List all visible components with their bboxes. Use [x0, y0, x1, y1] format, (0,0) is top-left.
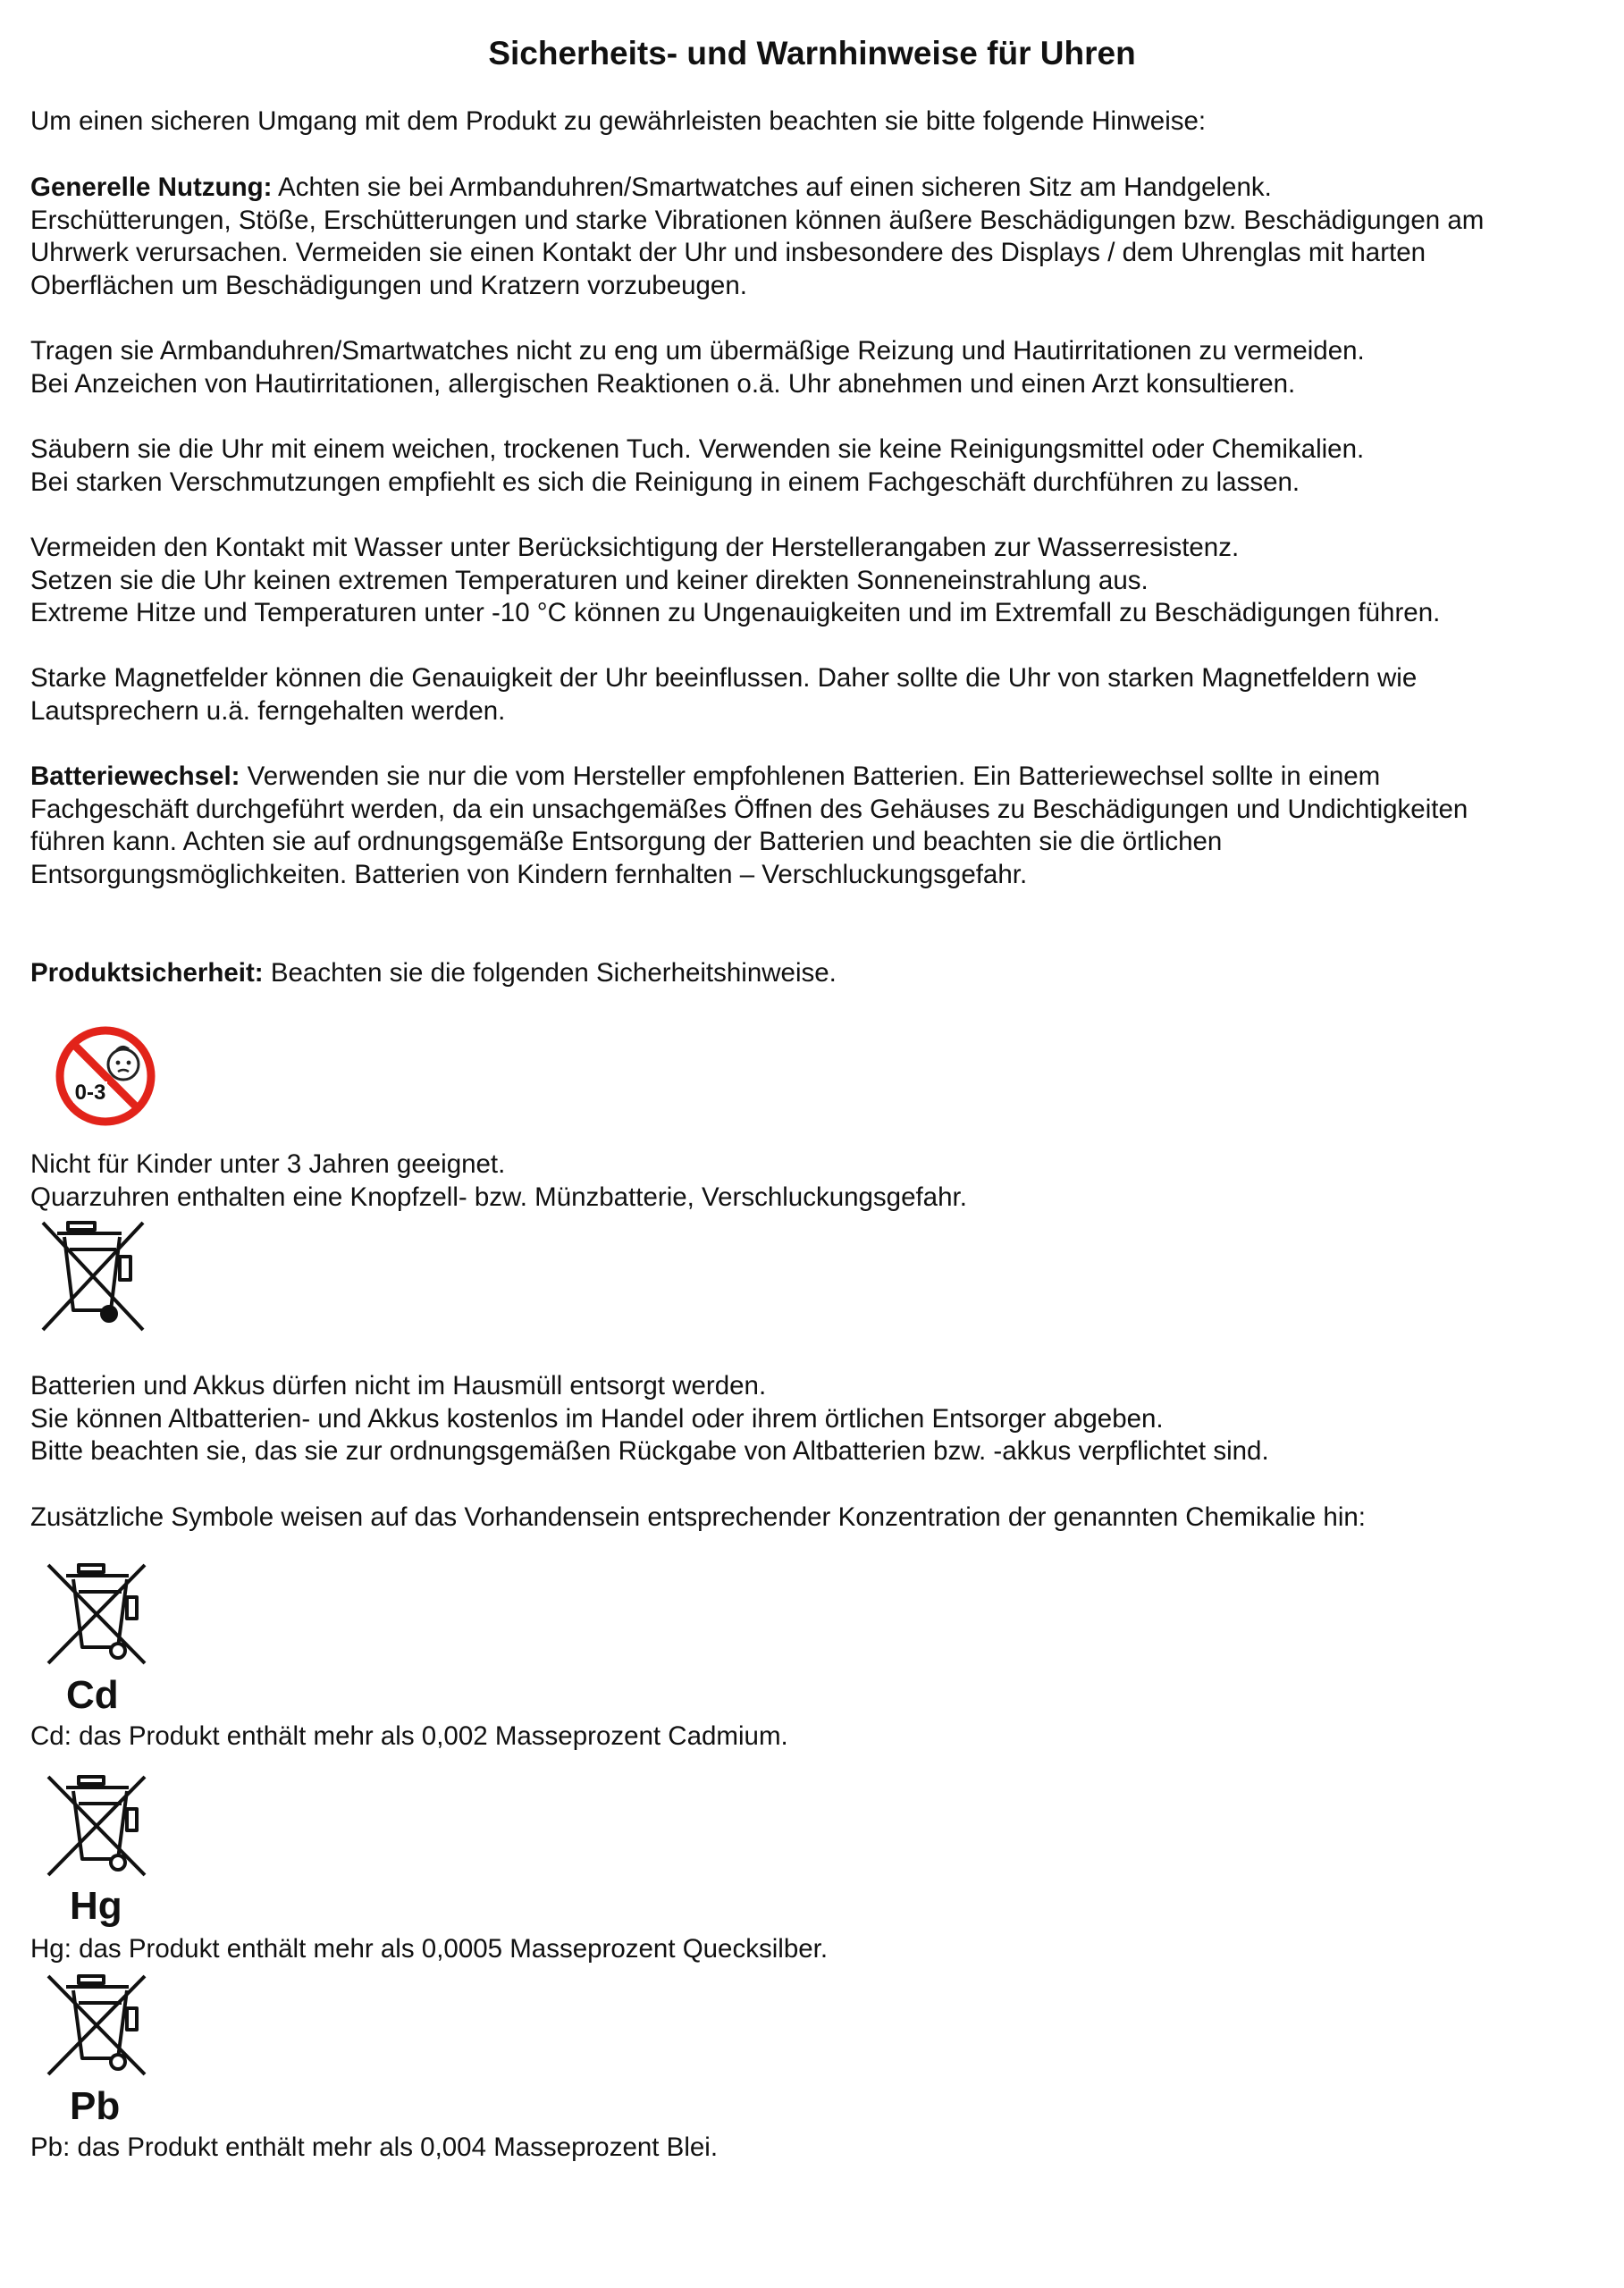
product-safety-text: Beachten sie die folgenden Sicherheitshinweise. — [263, 958, 837, 988]
general-usage-line: Uhrwerk verursachen. Vermeiden sie einen Kontakt der Uhr und insbesondere des Displays / dem Uhrenglas mit harten — [30, 238, 1426, 268]
disposal-line: Batterien und Akkus dürfen nicht im Hausmüll entsorgt werden. — [30, 1371, 767, 1401]
chemical-note — [30, 1933, 1603, 1966]
disposal-line: Bitte beachten sie, das sie zur ordnungsgemäßen Rückgabe von Altbatterien bzw. -akkus verpflichtet sind. — [30, 1436, 1269, 1467]
no-children-icon — [54, 1022, 161, 1131]
water-line: Setzen sie die Uhr keinen extremen Temperaturen und keiner direkten Sonneneinstrahlung aus. — [30, 565, 1149, 595]
water-line: Extreme Hitze und Temperaturen unter -10 °C können zu Ungenauigkeiten und im Extremfall zu Beschädigungen führen. — [30, 598, 1441, 628]
disposal-section — [30, 1370, 1603, 1468]
battery-line: Fachgeschäft durchgeführt werden, da ein unsachgemäßes Öffnen des Gehäuses zu Beschädigungen und Undichtigkeiten — [30, 794, 1468, 824]
battery-line: Verwenden sie nur die vom Hersteller empfohlenen Batterien. Ein Batteriewechsel sollte in einem — [240, 761, 1381, 791]
age-label: 0-3 — [74, 1081, 106, 1105]
crossed-out-bin-icon — [39, 1558, 154, 1670]
product-safety-heading: Produktsicherheit: — [30, 958, 264, 988]
crossed-out-bin-icon — [39, 1969, 154, 2081]
children-line: Quarzuhren enthalten eine Knopfzell- bzw. Münzbatterie, Verschluckungsgefahr. — [30, 1182, 967, 1212]
battery-section — [30, 761, 1603, 891]
general-usage-line: Oberflächen um Beschädigungen und Kratzern vorzubeugen. — [30, 270, 747, 300]
cleaning-line: Bei starken Verschmutzungen empfiehlt es sich die Reinigung in einem Fachgeschäft durchführen zu lassen. — [30, 467, 1300, 497]
general-usage-heading: Generelle Nutzung: — [30, 172, 273, 202]
general-usage-line: Erschütterungen, Stöße, Erschütterungen und starke Vibrationen können äußere Beschädigungen bzw. Beschädigungen am — [30, 205, 1485, 235]
cleaning-line: Säubern sie die Uhr mit einem weichen, trockenen Tuch. Verwenden sie keine Reinigungsmittel oder Chemikalien. — [30, 434, 1365, 464]
intro-text: Um einen sicheren Umgang mit dem Produkt zu gewährleisten beachten sie bitte folgende Hinweise: — [30, 106, 1207, 136]
battery-line: führen kann. Achten sie auf ordnungsgemäße Entsorgung der Batterien und beachten sie die örtlichen — [30, 827, 1223, 857]
crossed-out-bin-icon — [39, 1770, 154, 1881]
chemical-text: Cd: das Produkt enthält mehr als 0,002 Masseprozent Cadmium. — [30, 1721, 788, 1751]
intro-paragraph — [30, 105, 1603, 139]
chemical-note — [30, 2132, 1603, 2165]
general-usage-line: Achten sie bei Armbanduhren/Smartwatches auf einen sicheren Sitz am Handgelenk. — [272, 172, 1272, 202]
chemical-symbol: Hg — [70, 1884, 122, 1928]
wearing-section — [30, 335, 1603, 400]
chemical-note — [30, 1720, 1603, 1754]
crossed-out-bin-icon — [32, 1214, 153, 1334]
chemical-symbol: Pb — [70, 2084, 121, 2128]
battery-line: Entsorgungsmöglichkeiten. Batterien von Kindern fernhalten – Verschluckungsgefahr. — [30, 859, 1028, 889]
symbols-intro-section — [30, 1502, 1603, 1535]
wearing-line: Tragen sie Armbanduhren/Smartwatches nicht zu eng um übermäßige Reizung und Hautirritationen zu vermeiden. — [30, 336, 1365, 366]
magnet-line: Lautsprechern u.ä. ferngehalten werden. — [30, 695, 506, 726]
magnet-section — [30, 662, 1603, 728]
general-usage-section — [30, 172, 1603, 302]
disposal-line: Sie können Altbatterien- und Akkus kostenlos im Handel oder ihrem örtlichen Entsorger abgeben. — [30, 1403, 1164, 1434]
page-title: Sicherheits- und Warnhinweise für Uhren — [488, 35, 1136, 72]
symbols-intro-text: Zusätzliche Symbole weisen auf das Vorhandensein entsprechender Konzentration der genannten Chemikalie hin: — [30, 1502, 1366, 1532]
cleaning-section — [30, 433, 1603, 499]
water-section — [30, 532, 1603, 630]
chemical-text: Pb: das Produkt enthält mehr als 0,004 Masseprozent Blei. — [30, 2132, 719, 2162]
children-line: Nicht für Kinder unter 3 Jahren geeignet. — [30, 1149, 506, 1179]
water-line: Vermeiden den Kontakt mit Wasser unter Berücksichtigung der Herstellerangaben zur Wasserresistenz. — [30, 533, 1240, 562]
chemical-symbol: Cd — [66, 1673, 119, 1717]
product-safety-section — [30, 957, 1603, 990]
children-section — [30, 1148, 1603, 1214]
battery-heading: Batteriewechsel: — [30, 761, 240, 791]
magnet-line: Starke Magnetfelder können die Genauigkeit der Uhr beeinflussen. Daher sollte die Uhr von starken Magnetfeldern wie — [30, 663, 1418, 693]
wearing-line: Bei Anzeichen von Hautirritationen, allergischen Reaktionen o.ä. Uhr abnehmen und einen Arzt konsultieren. — [30, 368, 1296, 399]
chemical-text: Hg: das Produkt enthält mehr als 0,0005 Masseprozent Quecksilber. — [30, 1934, 829, 1964]
